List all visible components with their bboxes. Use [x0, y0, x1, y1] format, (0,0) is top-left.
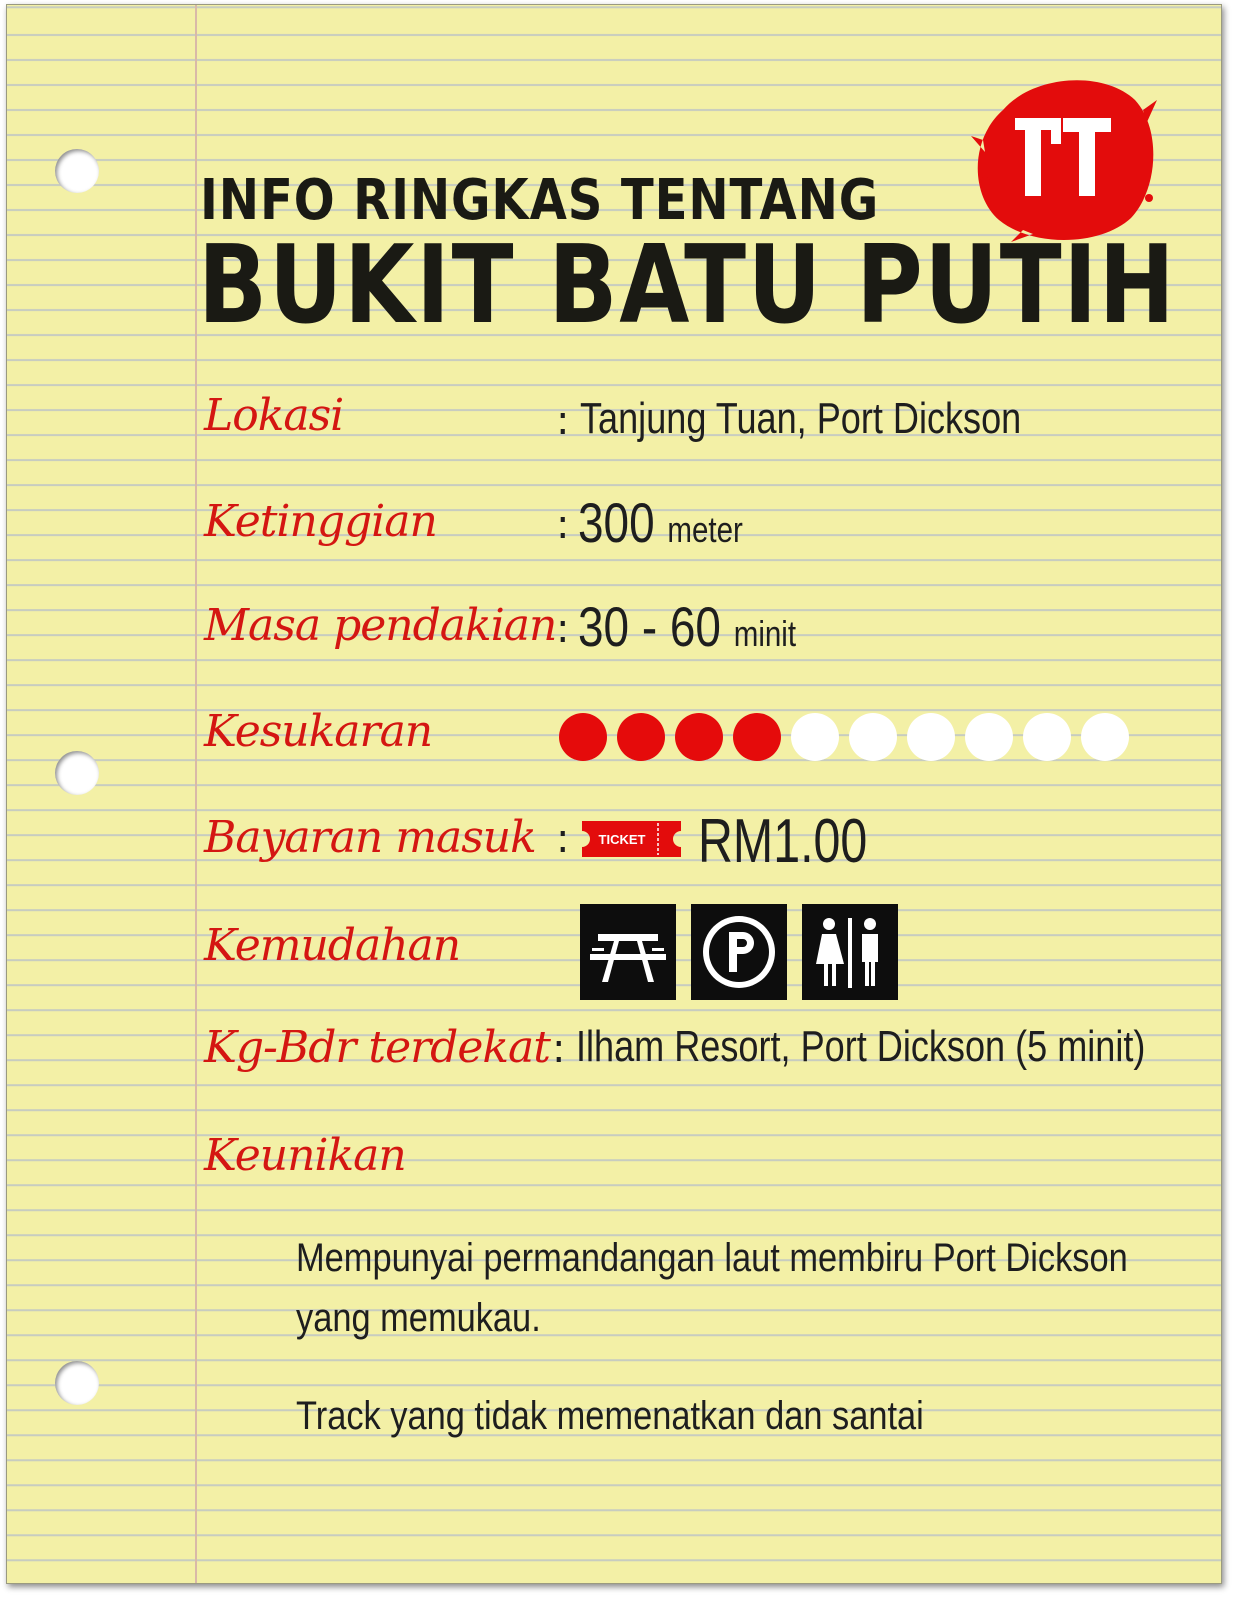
difficulty-rating	[559, 713, 1129, 761]
difficulty-dot-empty	[849, 713, 897, 761]
label-difficulty: Kesukaran	[204, 706, 433, 757]
difficulty-dot-empty	[1023, 713, 1071, 761]
parking-icon	[691, 904, 787, 1000]
binder-hole-icon	[55, 751, 99, 795]
label-fee: Bayaran masuk	[204, 812, 536, 863]
ticket-icon	[582, 817, 681, 861]
value-fee: RM1.00	[698, 807, 868, 876]
label-nearest-town: Kg-Bdr terdekat	[204, 1022, 550, 1073]
ticket-label: TICKET	[598, 832, 646, 847]
picnic-table-icon	[580, 904, 676, 1000]
difficulty-dot-filled	[617, 713, 665, 761]
difficulty-dot-empty	[791, 713, 839, 761]
value-height-number: 300	[578, 491, 655, 554]
margin-line	[195, 5, 197, 1583]
colon-separator: :	[556, 816, 570, 862]
uniqueness-line-2: yang memukau.	[296, 1296, 541, 1340]
toilet-icon	[802, 904, 898, 1000]
label-facilities: Kemudahan	[204, 920, 461, 971]
label-location: Lokasi	[204, 390, 344, 441]
uniqueness-line-3: Track yang tidak memenatkan dan santai	[296, 1394, 924, 1438]
label-duration: Masa pendakian	[204, 600, 557, 651]
difficulty-dot-filled	[733, 713, 781, 761]
page-title: BUKIT BATU PUTIH	[198, 223, 1177, 348]
value-duration	[578, 594, 796, 659]
label-height: Ketinggian	[204, 496, 437, 547]
page-subtitle: INFO RINGKAS TENTANG	[200, 168, 880, 233]
value-location: Tanjung Tuan, Port Dickson	[580, 394, 1022, 443]
colon-separator: :	[556, 398, 570, 444]
value-nearest-town: Ilham Resort, Port Dickson (5 minit)	[576, 1022, 1146, 1071]
binder-hole-icon	[55, 149, 99, 193]
value-duration-number: 30 - 60	[578, 595, 721, 658]
difficulty-dot-filled	[675, 713, 723, 761]
rt-logo-icon	[963, 70, 1158, 245]
value-duration-unit: minit	[733, 613, 797, 654]
difficulty-dot-filled	[559, 713, 607, 761]
colon-separator: :	[552, 1026, 566, 1072]
difficulty-dot-empty	[965, 713, 1013, 761]
colon-separator: :	[556, 606, 570, 652]
binder-hole-icon	[55, 1361, 99, 1405]
colon-separator: :	[556, 502, 570, 548]
uniqueness-line-1: Mempunyai permandangan laut membiru Port Dickson	[296, 1236, 1128, 1280]
difficulty-dot-empty	[907, 713, 955, 761]
value-height	[578, 490, 743, 555]
difficulty-dot-empty	[1081, 713, 1129, 761]
label-uniqueness: Keunikan	[204, 1130, 406, 1181]
value-height-unit: meter	[667, 509, 743, 550]
